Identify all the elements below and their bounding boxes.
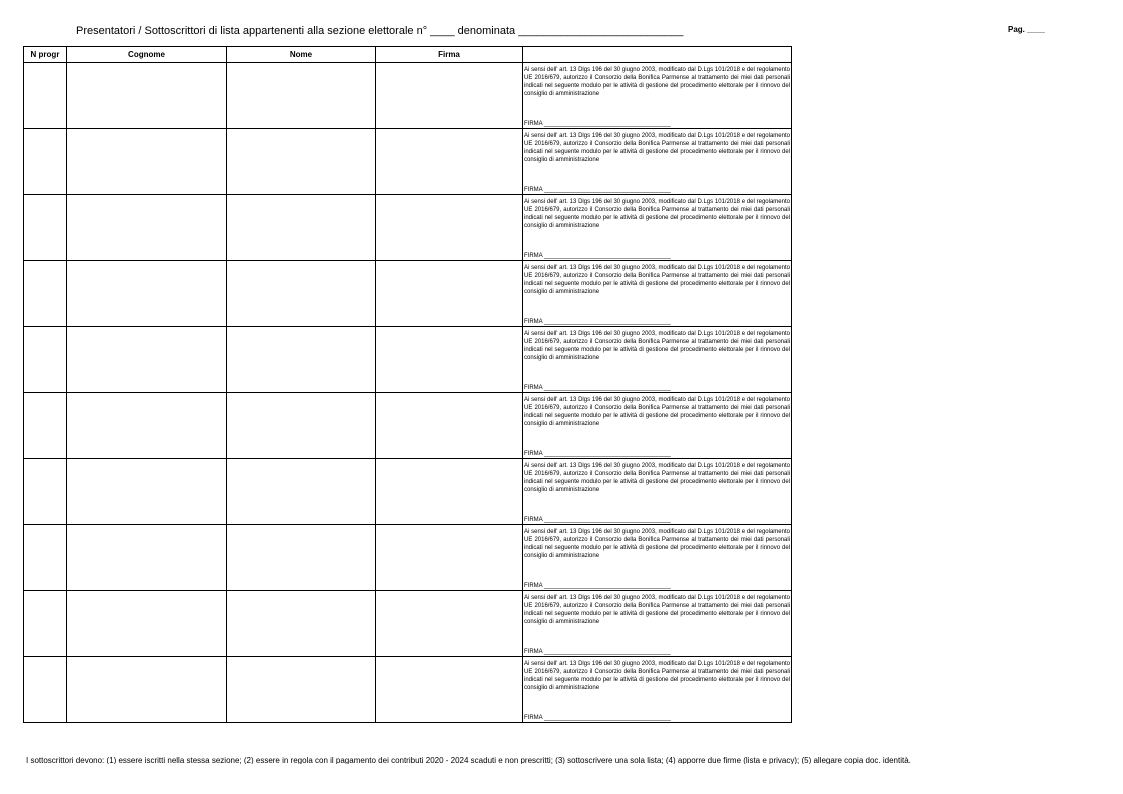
privacy-consent-text: Ai sensi dell' art. 13 Dlgs 196 del 30 giugno 2003, modificato dal D.Lgs 101/2018 e del regolamento UE 2016/679, autorizzo il Consorzio della Bonifica Parmense al trattamento dei miei dati personali indicati nel seguente modulo per le attività di gestione del procedimento elettorale per il rinnovo del consiglio di amministrazione — [524, 595, 790, 625]
privacy-signature-line[interactable]: FIRMA ______________________________________ — [524, 649, 671, 655]
privacy-signature-line[interactable]: FIRMA ______________________________________ — [524, 187, 671, 193]
cell-name[interactable] — [227, 591, 376, 657]
cell-number[interactable] — [24, 261, 67, 327]
privacy-signature-line[interactable]: FIRMA ______________________________________ — [524, 385, 671, 391]
cell-signature[interactable] — [376, 591, 523, 657]
cell-name[interactable] — [227, 525, 376, 591]
cell-signature[interactable] — [376, 63, 523, 129]
privacy-signature-line[interactable]: FIRMA ______________________________________ — [524, 121, 671, 127]
cell-surname[interactable] — [67, 393, 227, 459]
privacy-signature-line[interactable]: FIRMA ______________________________________ — [524, 451, 671, 457]
privacy-signature-line[interactable]: FIRMA ______________________________________ — [524, 319, 671, 325]
cell-surname[interactable] — [67, 657, 227, 723]
cell-name[interactable] — [227, 195, 376, 261]
table-row — [24, 393, 792, 459]
column-header-signature: Firma — [376, 47, 523, 63]
cell-signature[interactable] — [376, 327, 523, 393]
form-title: Presentatori / Sottoscrittori di lista appartenenti alla sezione elettorale n° ____ denominata ___________________________ — [76, 25, 684, 37]
cell-signature[interactable] — [376, 129, 523, 195]
cell-privacy-consent — [523, 459, 792, 525]
column-header-name: Nome — [227, 47, 376, 63]
column-header-number: N progr — [24, 47, 67, 63]
privacy-consent-text: Ai sensi dell' art. 13 Dlgs 196 del 30 giugno 2003, modificato dal D.Lgs 101/2018 e del regolamento UE 2016/679, autorizzo il Consorzio della Bonifica Parmense al trattamento dei miei dati personali indicati nel seguente modulo per le attività di gestione del procedimento elettorale per il rinnovo del consiglio di amministrazione — [524, 463, 790, 493]
cell-privacy-consent — [523, 261, 792, 327]
footnote-requirements: I sottoscrittori devono: (1) essere iscritti nella stessa sezione; (2) essere in regola con il pagamento dei contributi 2020 - 2024 scaduti e non prescritti; (3) sottoscrivere una sola lista; (4) apporre due firme (lista e privacy); (5) allegare copia doc. identità. — [26, 756, 911, 764]
privacy-consent-text: Ai sensi dell' art. 13 Dlgs 196 del 30 giugno 2003, modificato dal D.Lgs 101/2018 e del regolamento UE 2016/679, autorizzo il Consorzio della Bonifica Parmense al trattamento dei miei dati personali indicati nel seguente modulo per le attività di gestione del procedimento elettorale per il rinnovo del consiglio di amministrazione — [524, 67, 790, 97]
column-header-surname: Cognome — [67, 47, 227, 63]
table-header-row — [24, 47, 792, 63]
privacy-consent-text: Ai sensi dell' art. 13 Dlgs 196 del 30 giugno 2003, modificato dal D.Lgs 101/2018 e del regolamento UE 2016/679, autorizzo il Consorzio della Bonifica Parmense al trattamento dei miei dati personali indicati nel seguente modulo per le attività di gestione del procedimento elettorale per il rinnovo del consiglio di amministrazione — [524, 661, 790, 691]
table-row — [24, 657, 792, 723]
cell-number[interactable] — [24, 393, 67, 459]
cell-privacy-consent — [523, 129, 792, 195]
privacy-consent-text: Ai sensi dell' art. 13 Dlgs 196 del 30 giugno 2003, modificato dal D.Lgs 101/2018 e del regolamento UE 2016/679, autorizzo il Consorzio della Bonifica Parmense al trattamento dei miei dati personali indicati nel seguente modulo per le attività di gestione del procedimento elettorale per il rinnovo del consiglio di amministrazione — [524, 529, 790, 559]
privacy-signature-line[interactable]: FIRMA ______________________________________ — [524, 517, 671, 523]
cell-privacy-consent — [523, 393, 792, 459]
cell-surname[interactable] — [67, 63, 227, 129]
cell-privacy-consent — [523, 525, 792, 591]
cell-privacy-consent — [523, 327, 792, 393]
cell-number[interactable] — [24, 591, 67, 657]
privacy-consent-text: Ai sensi dell' art. 13 Dlgs 196 del 30 giugno 2003, modificato dal D.Lgs 101/2018 e del regolamento UE 2016/679, autorizzo il Consorzio della Bonifica Parmense al trattamento dei miei dati personali indicati nel seguente modulo per le attività di gestione del procedimento elettorale per il rinnovo del consiglio di amministrazione — [524, 199, 790, 229]
privacy-consent-text: Ai sensi dell' art. 13 Dlgs 196 del 30 giugno 2003, modificato dal D.Lgs 101/2018 e del regolamento UE 2016/679, autorizzo il Consorzio della Bonifica Parmense al trattamento dei miei dati personali indicati nel seguente modulo per le attività di gestione del procedimento elettorale per il rinnovo del consiglio di amministrazione — [524, 265, 790, 295]
table-row — [24, 591, 792, 657]
cell-privacy-consent — [523, 195, 792, 261]
signatories-table — [23, 46, 792, 723]
cell-number[interactable] — [24, 129, 67, 195]
cell-name[interactable] — [227, 261, 376, 327]
table-row — [24, 459, 792, 525]
cell-surname[interactable] — [67, 261, 227, 327]
cell-surname[interactable] — [67, 591, 227, 657]
cell-number[interactable] — [24, 63, 67, 129]
cell-number[interactable] — [24, 327, 67, 393]
privacy-signature-line[interactable]: FIRMA ______________________________________ — [524, 253, 671, 259]
privacy-consent-text: Ai sensi dell' art. 13 Dlgs 196 del 30 giugno 2003, modificato dal D.Lgs 101/2018 e del regolamento UE 2016/679, autorizzo il Consorzio della Bonifica Parmense al trattamento dei miei dati personali indicati nel seguente modulo per le attività di gestione del procedimento elettorale per il rinnovo del consiglio di amministrazione — [524, 397, 790, 427]
cell-number[interactable] — [24, 525, 67, 591]
cell-name[interactable] — [227, 459, 376, 525]
cell-surname[interactable] — [67, 525, 227, 591]
page-number-label: Pag. ____ — [1008, 25, 1045, 34]
cell-name[interactable] — [227, 327, 376, 393]
table-row — [24, 195, 792, 261]
cell-name[interactable] — [227, 657, 376, 723]
cell-signature[interactable] — [376, 657, 523, 723]
table-row — [24, 525, 792, 591]
table-row — [24, 63, 792, 129]
table-row — [24, 261, 792, 327]
cell-name[interactable] — [227, 129, 376, 195]
cell-surname[interactable] — [67, 195, 227, 261]
privacy-signature-line[interactable]: FIRMA ______________________________________ — [524, 583, 671, 589]
cell-number[interactable] — [24, 657, 67, 723]
privacy-signature-line[interactable]: FIRMA ______________________________________ — [524, 715, 671, 721]
cell-signature[interactable] — [376, 525, 523, 591]
cell-signature[interactable] — [376, 261, 523, 327]
cell-surname[interactable] — [67, 129, 227, 195]
table-row — [24, 327, 792, 393]
cell-number[interactable] — [24, 459, 67, 525]
column-header-privacy — [523, 47, 792, 63]
table-row — [24, 129, 792, 195]
cell-name[interactable] — [227, 393, 376, 459]
cell-signature[interactable] — [376, 195, 523, 261]
cell-privacy-consent — [523, 591, 792, 657]
privacy-consent-text: Ai sensi dell' art. 13 Dlgs 196 del 30 giugno 2003, modificato dal D.Lgs 101/2018 e del regolamento UE 2016/679, autorizzo il Consorzio della Bonifica Parmense al trattamento dei miei dati personali indicati nel seguente modulo per le attività di gestione del procedimento elettorale per il rinnovo del consiglio di amministrazione — [524, 331, 790, 361]
cell-surname[interactable] — [67, 327, 227, 393]
cell-privacy-consent — [523, 63, 792, 129]
cell-signature[interactable] — [376, 393, 523, 459]
cell-number[interactable] — [24, 195, 67, 261]
cell-privacy-consent — [523, 657, 792, 723]
cell-signature[interactable] — [376, 459, 523, 525]
cell-surname[interactable] — [67, 459, 227, 525]
cell-name[interactable] — [227, 63, 376, 129]
privacy-consent-text: Ai sensi dell' art. 13 Dlgs 196 del 30 giugno 2003, modificato dal D.Lgs 101/2018 e del regolamento UE 2016/679, autorizzo il Consorzio della Bonifica Parmense al trattamento dei miei dati personali indicati nel seguente modulo per le attività di gestione del procedimento elettorale per il rinnovo del consiglio di amministrazione — [524, 133, 790, 163]
